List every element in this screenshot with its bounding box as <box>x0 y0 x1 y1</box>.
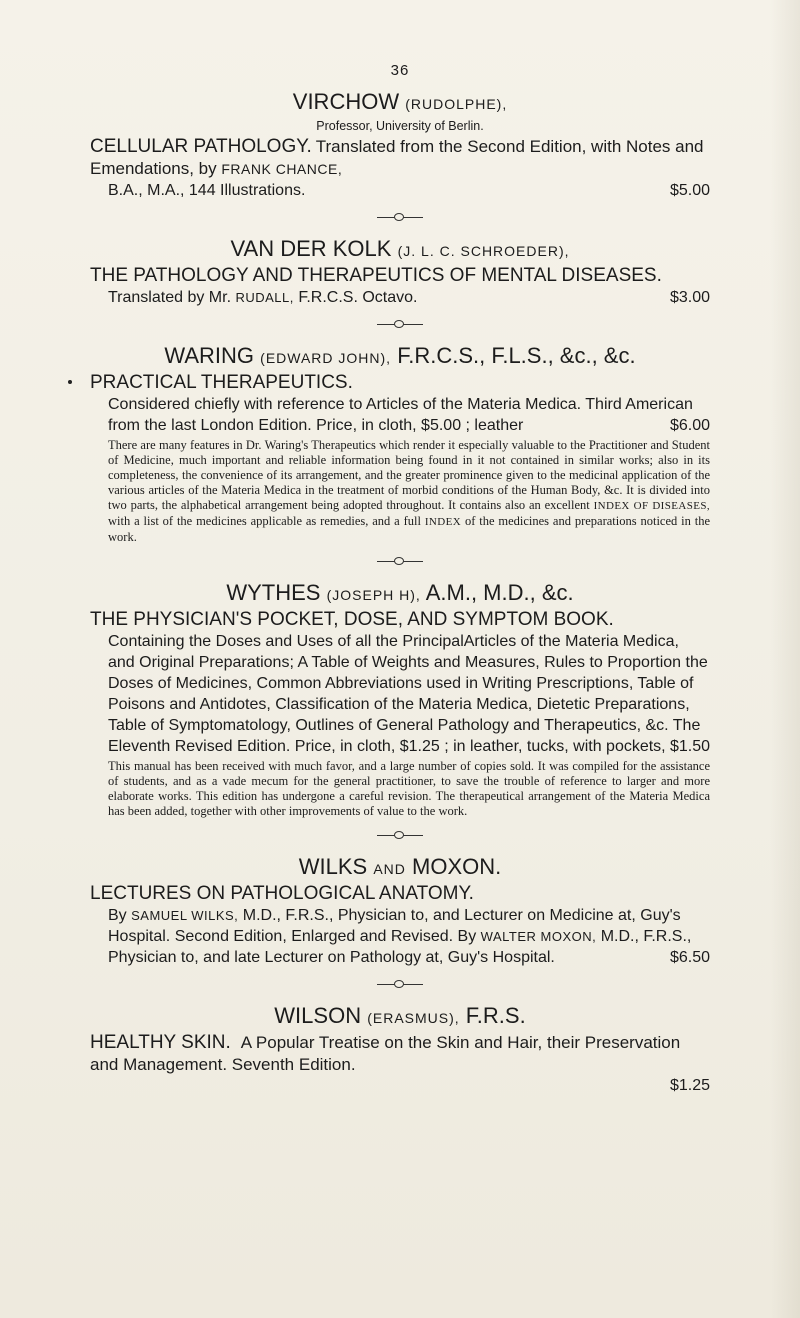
description-text: Considered chiefly with reference to Articles of the Materia Medica. Third American from the last London Edition. Price, in cloth, $5.00 ; leather <box>108 396 693 434</box>
author-given-names: (J. L. C. SCHROEDER), <box>397 243 570 259</box>
author-heading <box>90 342 710 372</box>
catalog-entry <box>90 342 710 545</box>
author-credit: WALTER MOXON, <box>480 929 597 944</box>
book-price: $3.00 <box>669 289 710 306</box>
description-text: Containing the Doses and Uses of all the PrincipalArticles of the Materia Medica, and Original Preparations; A Table of Weights and Measures, Rules to Proportion the Doses of Medicines, Common Abbreviations used in Writing Prescriptions, Table of Poisons and Antidotes, Classification of the Materia Medica, Dietetic Preparations, Table of Symptomatology, Outlines of General Pathology and Therapeutics, &c. The Eleventh Revised Edition. Price, in cloth, $1.25 ; in leather, tucks, with pockets, <box>108 633 708 755</box>
ornament-divider <box>377 980 423 988</box>
book-review-note <box>90 438 710 545</box>
book-price: $1.50 <box>669 738 710 755</box>
book-price: $5.00 <box>669 182 710 199</box>
book-title: LECTURES ON PATHOLOGICAL ANATOMY. <box>90 883 474 904</box>
author-credentials: F.R.C.S., F.L.S., &c., &c. <box>397 343 636 368</box>
book-description <box>90 631 710 757</box>
page-edge-shadow <box>770 0 800 1318</box>
description-text: By <box>108 907 127 924</box>
book-title: THE PATHOLOGY AND THERAPEUTICS OF MENTAL DISEASES. <box>90 265 662 286</box>
author-name: MOXON. <box>412 854 502 879</box>
description-text: A Popular Treatise on the Skin and Hair, their Preservation and Management. Seventh Edition. <box>90 1033 681 1074</box>
translator-name: FRANK CHANCE, <box>221 161 343 177</box>
note-text: of the medicines and preparations noticed in the work. <box>108 514 711 544</box>
price-row <box>90 1075 710 1096</box>
description-tail: M.D., F.R.S., Physician to, and late Lecturer on Pathology at, Guy's Hospital. <box>108 928 692 966</box>
translator-name: RUDALL, <box>235 290 294 305</box>
author-credentials: F.R.S. <box>465 1003 526 1028</box>
author-heading <box>90 1002 710 1032</box>
book-price: $1.25 <box>669 1077 710 1094</box>
author-name: WYTHES <box>226 580 321 605</box>
book-price: $6.50 <box>669 949 710 966</box>
note-text: There are many features in Dr. Waring's Therapeutics which render it especially valuable to the Practitioner and Student of Medicine, much important and reliable information being found in it not contained in similar works; also in its completeness, the convenience of its arrangement, and the greater prominence given to the medicinal application of the various articles of the Materia Medica in the treatment of morbid conditions of the Human Body, &c. It is divided into two parts, the alphabetical arrangement being adopted throughout. It contains also an excellent <box>108 438 710 512</box>
author-given-names: (EDWARD JOHN), <box>260 350 392 366</box>
book-description <box>90 394 710 436</box>
note-index-label: INDEX OF DISEASES, <box>593 500 711 512</box>
author-heading <box>90 579 710 609</box>
note-index-label: INDEX <box>424 516 462 528</box>
author-name: VAN DER KOLK <box>230 236 392 261</box>
description-text: M.D., F.R.S., Physician to, and Lecturer on Medicine at, Guy's Hospital. Second Edition, Enlarged and Revised. By <box>108 907 681 945</box>
description-tail: F.R.C.S. Octavo. <box>298 289 418 306</box>
price-row <box>90 180 710 201</box>
description-tail: B.A., M.A., 144 Illustrations. <box>108 182 306 199</box>
note-text: with a list of the medicines applicable as remedies, and a full <box>108 514 421 528</box>
author-heading <box>90 853 710 883</box>
book-description <box>90 905 710 968</box>
author-given-names: (RUDOLPHE), <box>405 96 508 112</box>
book-title: HEALTHY SKIN. <box>90 1032 231 1053</box>
book-review-note: This manual has been received with much favor, and a large number of copies sold. It was compiled for the assistance of students, and as a vade mecum for the general practitioner, to save the trouble of reference to larger and more elaborate works. This edition has undergone a careful revision. The therapeutical arrangement of the Materia Medica has been added, together with other improvements of value to the work. <box>108 759 710 818</box>
author-given-names: (JOSEPH H), <box>326 587 421 603</box>
book-title: PRACTICAL THERAPEUTICS. <box>90 372 353 393</box>
catalog-entry <box>90 579 710 819</box>
ornament-divider <box>377 213 423 221</box>
catalog-entry <box>90 853 710 968</box>
author-conjunction: AND <box>373 861 406 877</box>
description-text: Translated from the Second Edition, with Notes and Emendations, by <box>90 137 704 178</box>
ornament-divider <box>377 320 423 328</box>
author-name: WARING <box>164 343 255 368</box>
author-affiliation: Professor, University of Berlin. <box>316 119 484 133</box>
author-name: WILKS <box>298 854 368 879</box>
ornament-divider <box>377 831 423 839</box>
catalog-list <box>90 88 710 1096</box>
book-price: $6.00 <box>669 417 710 434</box>
book-description <box>108 287 417 308</box>
author-given-names: (ERASMUS), <box>367 1010 460 1026</box>
author-name: VIRCHOW <box>292 89 400 114</box>
catalog-entry <box>90 1002 710 1096</box>
description-text: Translated by Mr. <box>108 289 232 306</box>
book-title: CELLULAR PATHOLOGY. <box>90 136 312 157</box>
ink-speck <box>68 380 72 384</box>
catalog-entry <box>90 235 710 308</box>
author-credentials: A.M., M.D., &c. <box>425 580 574 605</box>
author-heading <box>90 88 710 118</box>
book-title: THE PHYSICIAN'S POCKET, DOSE, AND SYMPTOM BOOK. <box>90 609 614 630</box>
catalog-entry <box>90 88 710 201</box>
price-row <box>90 287 710 308</box>
author-name: WILSON <box>274 1003 362 1028</box>
author-heading <box>90 235 710 265</box>
page-number: 36 <box>390 62 410 79</box>
ornament-divider <box>377 557 423 565</box>
author-credit: SAMUEL WILKS, <box>131 908 239 923</box>
